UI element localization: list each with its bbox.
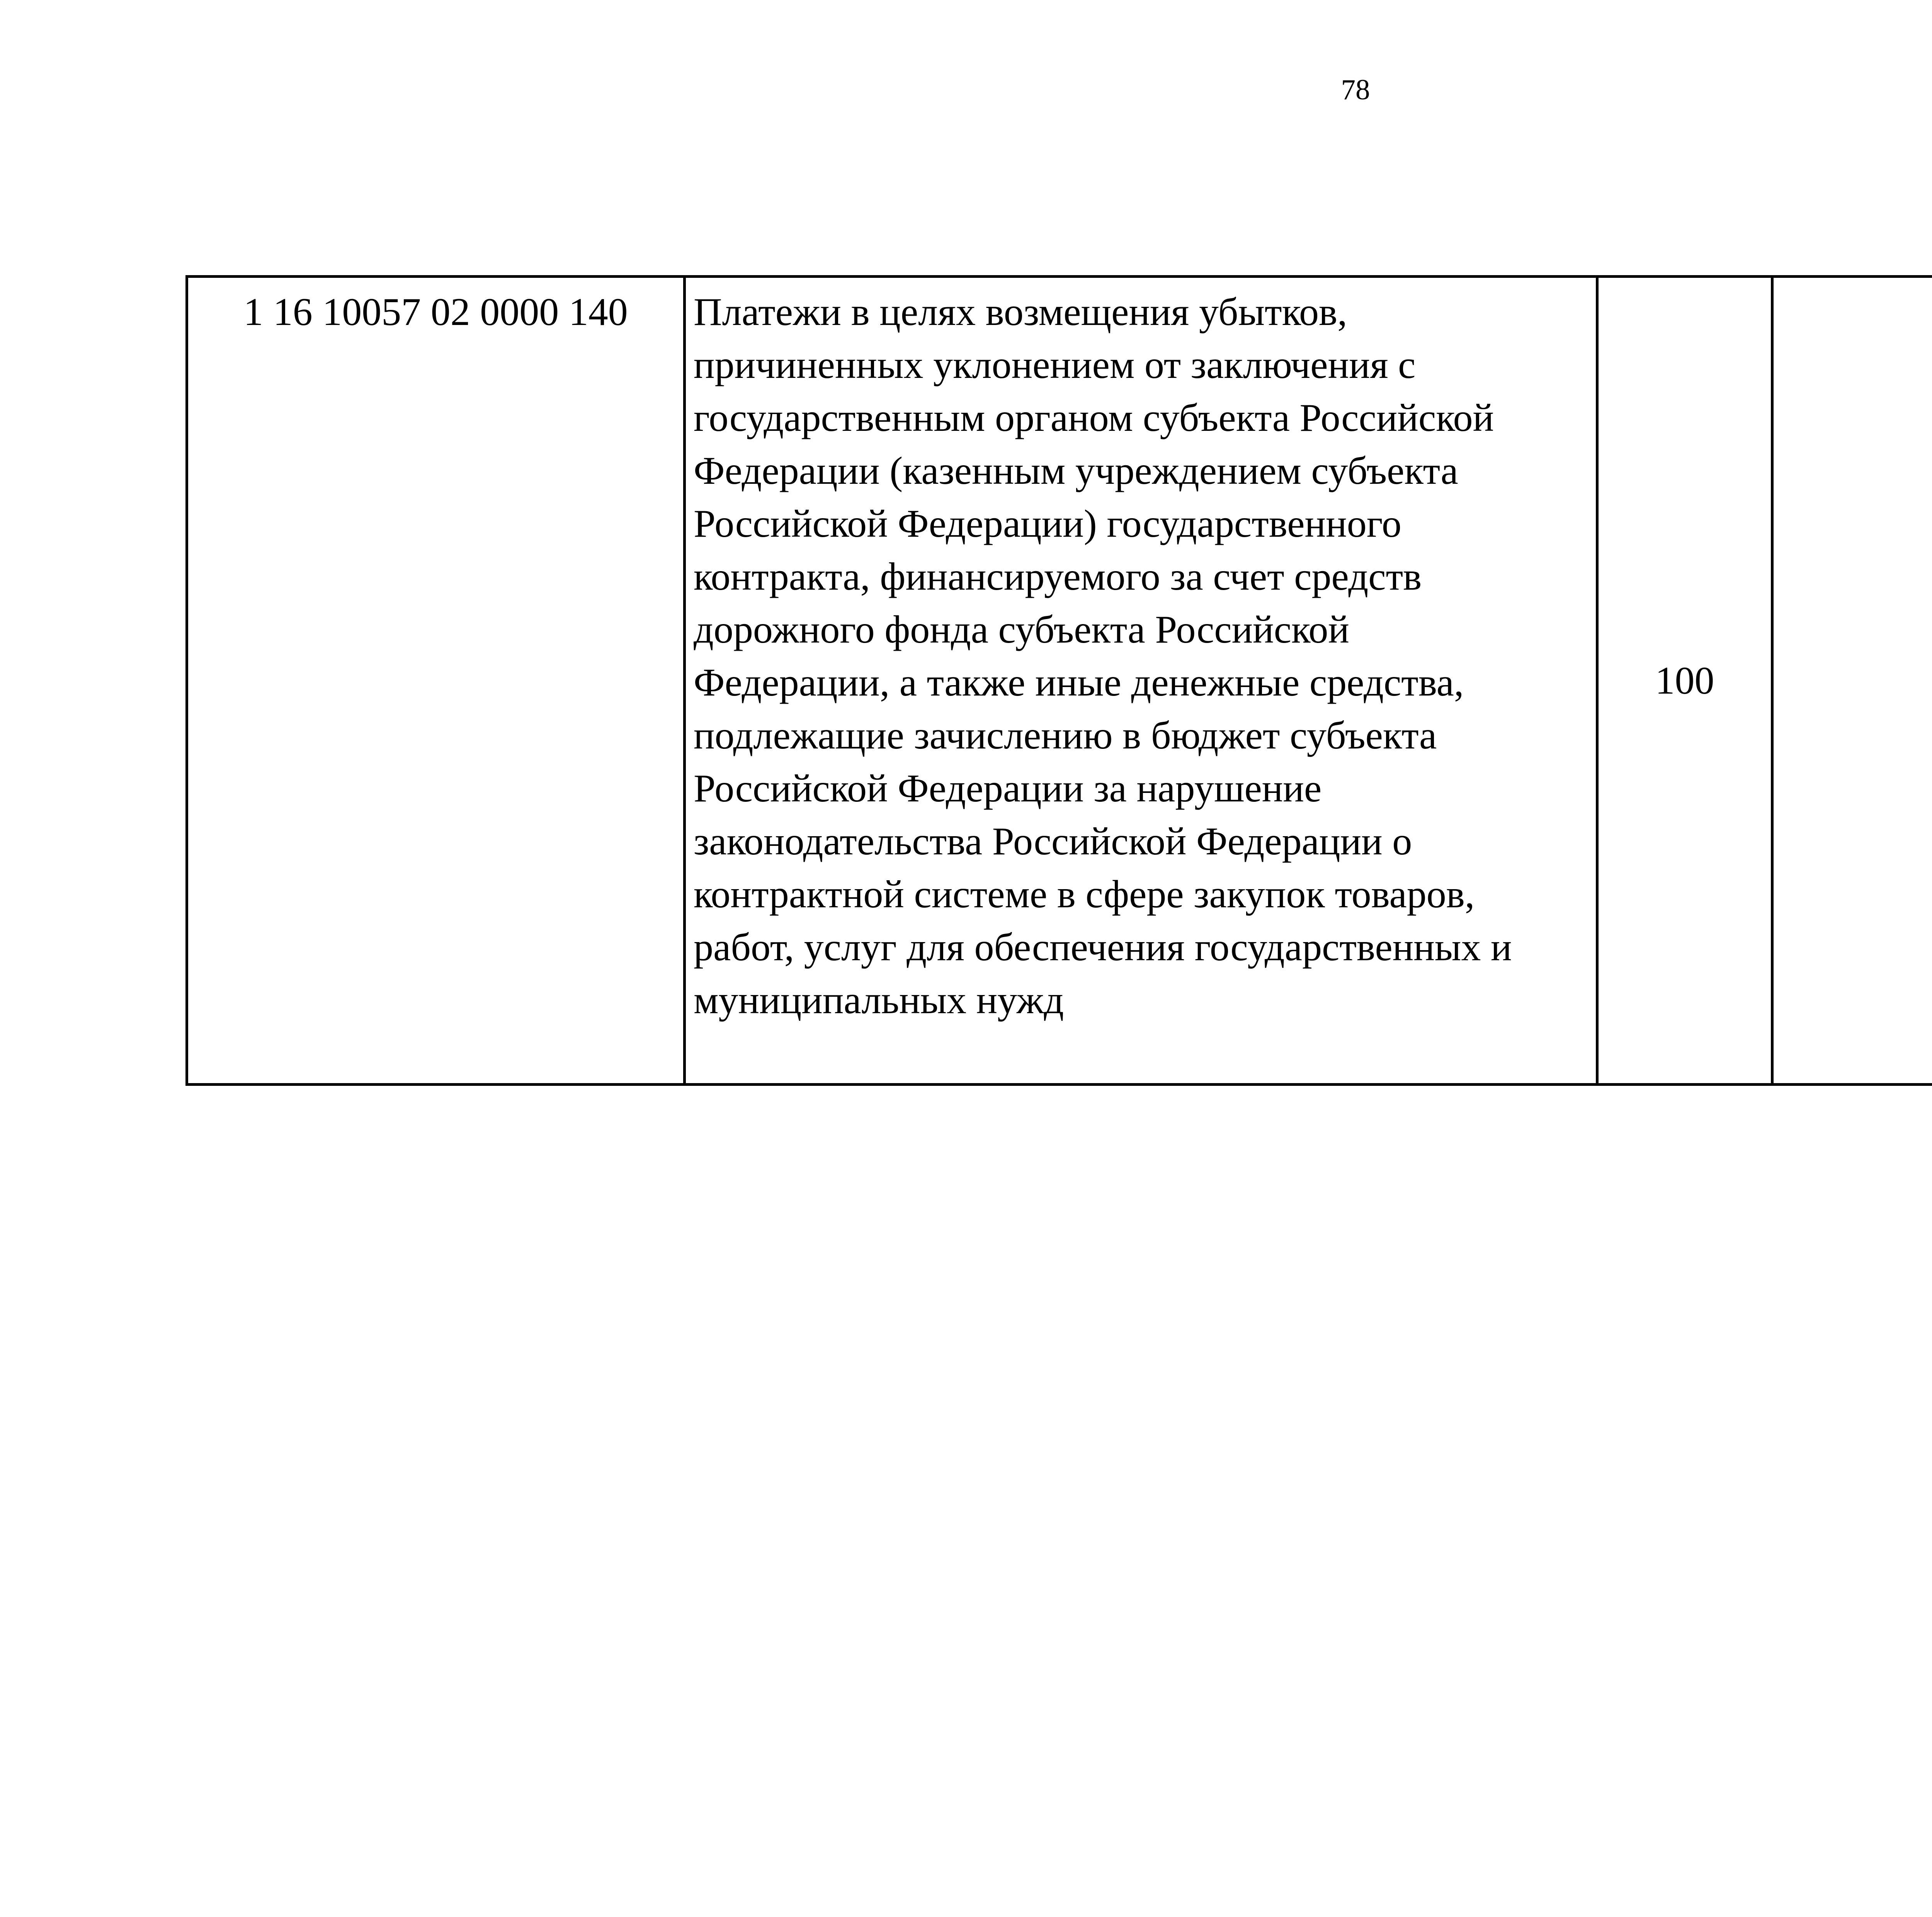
description-line: государственным органом субъекта Российской bbox=[694, 396, 1494, 440]
revenue-description-cell bbox=[685, 277, 1597, 1085]
description-line: контрактной системе в сфере закупок товаров, bbox=[694, 873, 1475, 916]
classification-code: 1 16 10057 02 0000 140 bbox=[243, 290, 628, 334]
normative-cell bbox=[1597, 277, 1772, 1085]
description-line: причиненных уклонением от заключения с bbox=[694, 343, 1416, 387]
description-line: Федерации, а также иные денежные средства, bbox=[694, 661, 1464, 704]
description-line: Российской Федерации за нарушение bbox=[694, 767, 1322, 810]
normative-value: 100 bbox=[1655, 658, 1714, 703]
classification-code-cell bbox=[187, 277, 685, 1085]
revenue-table bbox=[185, 275, 1932, 1086]
description-line: Федерации (казенным учреждением субъекта bbox=[694, 449, 1458, 493]
description-line: Платежи в целях возмещения убытков, bbox=[694, 290, 1347, 334]
description-line: муниципальных нужд bbox=[694, 978, 1064, 1022]
description-line: подлежащие зачислению в бюджет субъекта bbox=[694, 714, 1437, 757]
description-line: работ, услуг для обеспечения государственных и bbox=[694, 925, 1512, 969]
description-line: Российской Федерации) государственного bbox=[694, 502, 1402, 546]
description-line: дорожного фонда субъекта Российской bbox=[694, 608, 1349, 651]
page-number: 78 bbox=[1341, 74, 1370, 106]
empty-cell-4 bbox=[1772, 277, 1932, 1085]
description-line: законодательства Российской Федерации о bbox=[694, 820, 1412, 863]
description-line: контракта, финансируемого за счет средств bbox=[694, 555, 1422, 599]
table-row bbox=[187, 277, 1932, 1085]
